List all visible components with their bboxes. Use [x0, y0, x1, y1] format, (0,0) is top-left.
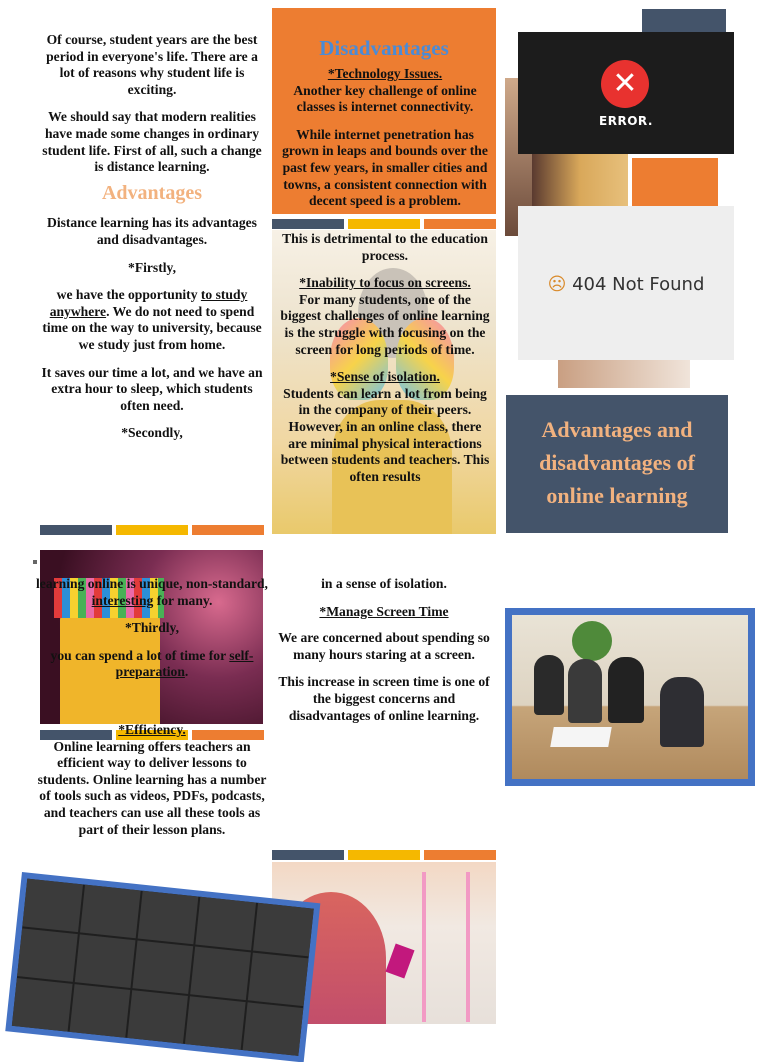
student-figure — [608, 657, 644, 723]
divider-stripe-orange — [192, 525, 264, 535]
video-call-grid — [12, 879, 314, 1056]
intro-column — [38, 32, 266, 453]
screen-time-paragraph-1: We are concerned about spending so many hours staring at a screen. — [278, 630, 490, 662]
focus-heading: *Inability to focus on screens. — [299, 275, 471, 291]
participant-tile — [70, 984, 131, 1038]
firstly-label: *Firstly, — [128, 259, 176, 275]
sad-face-icon: ☹ — [547, 274, 567, 295]
participant-tile — [80, 885, 141, 939]
advantages-intro: Distance learning has its advantages and disadvantages. — [47, 215, 257, 247]
stray-dot — [33, 560, 37, 564]
technology-issues-section — [280, 66, 490, 221]
self-preparation-link: self-preparation — [115, 647, 254, 680]
self-preparation-paragraph: you can spend a lot of time for self-preparation. — [50, 647, 254, 680]
technology-issues-paragraph-2: While internet penetration has grown in leaps and bounds over the past few years, in smaller cities and towns, a consistent connection with decent speed is a problem. — [282, 126, 488, 209]
participant-tile — [190, 947, 251, 1001]
disadvantages-continued — [280, 231, 490, 496]
screen-time-paragraph-2: This increase in screen time is one of the biggest concerns and disadvantages of online learning. — [278, 674, 490, 723]
interesting-link: interesting — [91, 592, 154, 608]
drawing-photo-edge — [558, 360, 690, 388]
isolation-heading: *Sense of isolation. — [330, 369, 440, 385]
intro-paragraph-1: Of course, student years are the best period in everyone's life. There are a lot of reasons why student life is exciting. — [46, 32, 258, 97]
brochure-title-block — [506, 395, 728, 533]
divider-stripe-navy — [272, 850, 344, 860]
efficiency-paragraph: Online learning offers teachers an efficient way to deliver lessons to students. Online learning has a number of tools such as videos, PDFs, podcasts, and teachers can use all these tools as part of their lesson plans. — [37, 738, 267, 837]
divider-stripe-yellow — [348, 850, 420, 860]
participant-tile — [185, 996, 246, 1050]
plant — [572, 621, 612, 661]
error-label: ERROR. — [599, 114, 653, 128]
painted-board — [422, 872, 470, 1022]
divider-stripe-navy — [272, 219, 344, 229]
technology-issues-heading: *Technology Issues. — [327, 66, 443, 81]
divider-stripe-yellow — [116, 525, 188, 535]
participant-tile — [22, 879, 83, 933]
efficiency-section — [36, 722, 268, 849]
disadvantages-box — [272, 8, 496, 214]
video-call-screenshot — [5, 872, 320, 1062]
detrimental-paragraph: This is detrimental to the education process. — [282, 231, 488, 263]
technology-issues-paragraph-1: Another key challenge of online classes is internet connectivity. — [293, 82, 477, 115]
paint-brush — [385, 943, 414, 978]
participant-tile — [248, 953, 309, 1007]
participant-tile — [127, 990, 188, 1044]
student-figure — [660, 677, 704, 747]
participant-tile — [138, 891, 199, 945]
screen-time-section — [278, 576, 490, 735]
participant-tile — [243, 1002, 304, 1056]
decor-block-orange — [632, 158, 718, 206]
time-saving-paragraph: It saves our time a lot, and we have an extra hour to sleep, which students often need. — [41, 364, 263, 413]
student-figure — [568, 659, 602, 723]
student-figure — [534, 655, 564, 715]
secondly-label: *Secondly, — [121, 425, 183, 441]
divider-stripe-yellow — [348, 219, 420, 229]
classroom-photo — [512, 615, 748, 779]
disadvantages-heading: Disadvantages — [319, 36, 449, 60]
isolation-continued: in a sense of isolation. — [321, 576, 447, 591]
firstly-paragraph: we have the opportunity to study anywhere. We do not need to spend time on the way to university, because we study just from home. — [42, 287, 262, 352]
hands-crayons-photo — [532, 152, 628, 208]
participant-tile — [75, 934, 136, 988]
participant-tile — [132, 940, 193, 994]
isolation-paragraph: Students can learn a lot from being in the company of their peers. However, in an online class, there are minimal physical interactions between students and teachers. This often results — [280, 385, 490, 484]
efficiency-heading: *Efficiency. — [118, 722, 186, 737]
screen-time-heading: *Manage Screen Time — [319, 603, 449, 619]
divider-stripe-orange — [424, 850, 496, 860]
intro-paragraph-2: We should say that modern realities have made some changes in ordinary student life. First of all, such a change is distance learning. — [42, 109, 262, 175]
close-icon: ✕ — [601, 60, 649, 108]
focus-paragraph: For many students, one of the biggest challenges of online learning is the struggle with focusing on the screen for long periods of time. — [280, 291, 490, 357]
not-found-message: ☹ 404 Not Found — [547, 274, 705, 295]
study-anywhere-link: to study anywhere — [49, 287, 248, 319]
brochure-title: Advantages and disadvantages of online learning — [539, 417, 695, 508]
divider-stripe-orange — [424, 219, 496, 229]
participant-tile — [195, 897, 256, 951]
advantages-heading: Advantages — [101, 181, 202, 204]
error-image-placeholder — [518, 32, 734, 154]
decor-block-navy — [642, 9, 726, 33]
open-folder — [550, 727, 612, 747]
not-found-image-placeholder — [518, 206, 734, 360]
thirdly-label: *Thirdly, — [124, 620, 180, 636]
learning-online-paragraph: learning online is unique, non-standard, interesting for many. — [36, 576, 268, 608]
participant-tile — [253, 903, 314, 957]
participant-tile — [17, 928, 78, 982]
crayons-caption — [36, 576, 268, 692]
divider-stripe-navy — [40, 525, 112, 535]
